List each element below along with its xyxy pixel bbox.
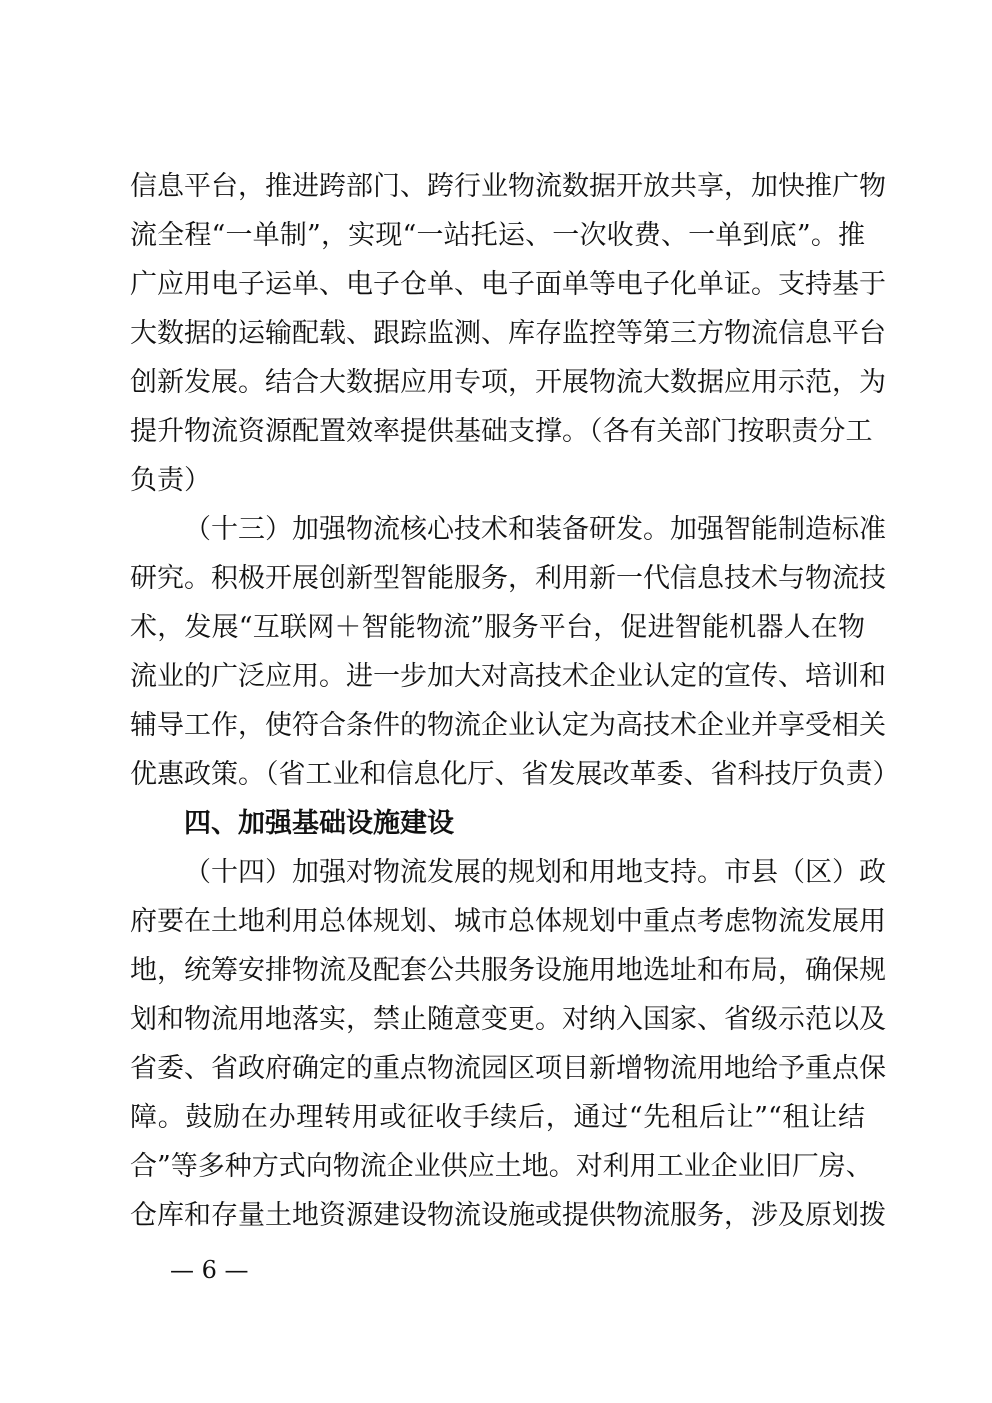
text-line: 流业的广泛应用。进一步加大对高技术企业认定的宣传、培训和	[130, 661, 886, 692]
page-number: — 6 —	[170, 1256, 249, 1284]
text-line: 地，统筹安排物流及配套公共服务设施用地选址和布局，确保规	[130, 955, 886, 986]
text-line: 省委、省政府确定的重点物流园区项目新增物流用地给予重点保	[130, 1053, 886, 1084]
paragraph-13-heading-line: （十三）加强物流核心技术和装备研发。加强智能制造标准	[184, 514, 886, 545]
text-line: 广应用电子运单、电子仓单、电子面单等电子化单证。支持基于	[130, 269, 886, 300]
text-line: 划和物流用地落实，禁止随意变更。对纳入国家、省级示范以及	[130, 1004, 886, 1035]
text-line: 信息平台，推进跨部门、跨行业物流数据开放共享，加快推广物	[130, 171, 886, 202]
text-line: 负责）	[130, 465, 211, 496]
text-line: 优惠政策。（省工业和信息化厅、省发展改革委、省科技厅负责）	[130, 759, 900, 790]
paragraph-14-heading-line: （十四）加强对物流发展的规划和用地支持。市县（区）政	[184, 857, 886, 888]
text-line: 辅导工作，使符合条件的物流企业认定为高技术企业并享受相关	[130, 710, 886, 741]
text-line: 流全程“一单制”，实现“一站托运、一次收费、一单到底”。推	[130, 220, 865, 251]
section-heading: 四、加强基础设施建设	[184, 808, 454, 839]
text-line: 府要在土地利用总体规划、城市总体规划中重点考虑物流发展用	[130, 906, 886, 937]
body-text	[130, 162, 900, 1240]
text-line: 大数据的运输配载、跟踪监测、库存监控等第三方物流信息平台	[130, 318, 886, 349]
text-line: 研究。积极开展创新型智能服务，利用新一代信息技术与物流技	[130, 563, 886, 594]
text-line: 合”等多种方式向物流企业供应土地。对利用工业企业旧厂房、	[130, 1151, 873, 1182]
text-line: 仓库和存量土地资源建设物流设施或提供物流服务，涉及原划拨	[130, 1200, 886, 1231]
text-line: 障。鼓励在办理转用或征收手续后，通过“先租后让”“租让结	[130, 1102, 865, 1133]
text-line: 术，发展“互联网＋智能物流”服务平台，促进智能机器人在物	[130, 612, 865, 643]
text-line: 提升物流资源配置效率提供基础支撑。（各有关部门按职责分工	[130, 416, 873, 447]
text-line: 创新发展。结合大数据应用专项，开展物流大数据应用示范，为	[130, 367, 886, 398]
